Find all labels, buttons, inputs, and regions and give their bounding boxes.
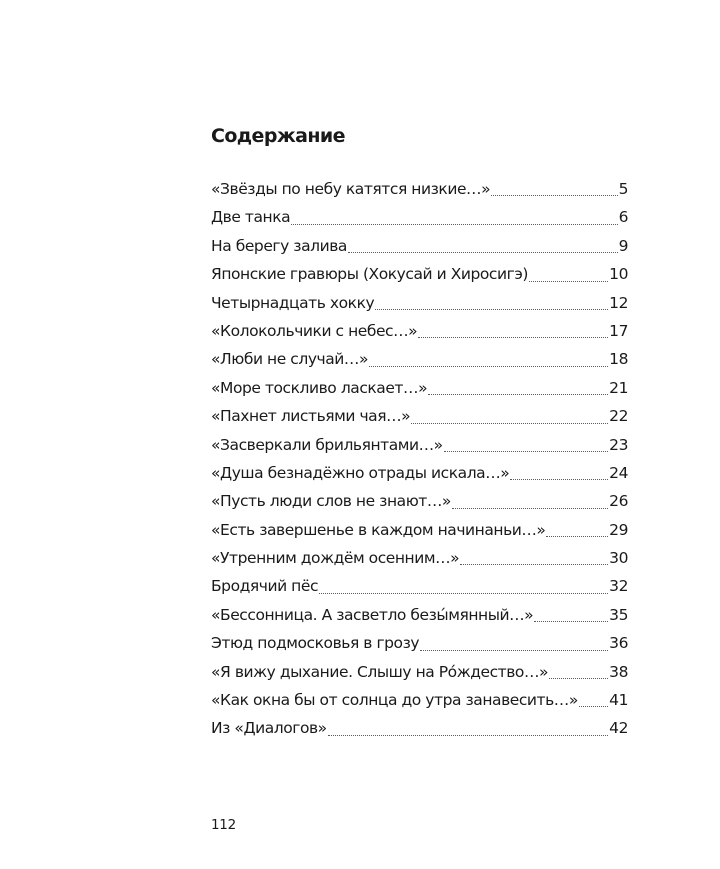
toc-entry [211,203,628,231]
toc-entry [211,289,628,317]
dot-leader [549,677,608,679]
dot-leader [369,365,608,367]
toc-entry-page: 30 [609,549,628,568]
toc-entry [211,629,628,657]
toc-entry-title: «Я вижу дыхание. Слышу на Ро́ждество…» [211,662,549,681]
toc-entry-page: 9 [618,236,628,255]
toc-entry-page: 26 [609,492,628,511]
dot-leader [510,478,608,480]
toc-entry-title: «Утренним дождём осенним…» [211,549,460,568]
toc-entry [211,459,628,487]
dot-leader [529,280,608,282]
toc-entry-title: «Есть завершенье в каждом начинаньи…» [211,520,546,539]
toc-entry-title: Бродячий пёс [211,577,319,596]
toc-entry-page: 6 [618,208,628,227]
dot-leader [348,251,618,253]
toc-entry-page: 18 [609,350,628,369]
toc-entry-title: «Пахнет листьями чая…» [211,407,411,426]
toc-entry [211,402,628,430]
dot-leader [291,223,617,225]
toc-entry [211,544,628,572]
toc-entry [211,686,628,714]
toc-entry-page: 24 [609,463,628,482]
dot-leader [319,592,608,594]
toc-heading: Содержание [211,125,345,147]
toc-entry [211,431,628,459]
dot-leader [428,393,608,395]
dot-leader [460,563,608,565]
dot-leader [579,705,608,707]
toc-entry [211,487,628,515]
dot-leader [452,507,608,509]
dot-leader [444,450,608,452]
toc-entry-page: 29 [609,520,628,539]
toc-entry-page: 22 [609,407,628,426]
toc-entry [211,714,628,742]
toc-entry-page: 36 [609,634,628,653]
toc-entry-title: «Люби не случай…» [211,350,369,369]
toc-entry-page: 23 [609,435,628,454]
page-number: 112 [211,817,236,833]
toc-entry-title: Этюд подмосковья в грозу [211,634,420,653]
toc-entry [211,260,628,288]
toc-entry [211,317,628,345]
toc-entry-page: 12 [609,293,628,312]
toc-entry-page: 42 [609,719,628,738]
dot-leader [546,535,608,537]
toc-entry-title: Две танка [211,208,291,227]
toc-entry-title: Из «Диалогов» [211,719,327,738]
toc-entry [211,658,628,686]
toc-entry [211,601,628,629]
toc-entry-page: 17 [609,321,628,340]
dot-leader [328,734,608,736]
dot-leader [420,649,608,651]
toc-entry-title: На берегу залива [211,236,347,255]
toc-entry-title: «Бессонница. А засветло безы́мянный…» [211,605,534,624]
toc-entry-title: «Душа безнадёжно отрады искала…» [211,463,510,482]
toc-entry-title: Четырнадцать хокку [211,293,375,312]
toc-entry-page: 32 [609,577,628,596]
toc-entry-page: 10 [609,265,628,284]
toc-entry-title: «Засверкали брильянтами…» [211,435,443,454]
toc-entry [211,374,628,402]
toc-entry-title: «Звёзды по небу катятся низкие…» [211,180,491,198]
dot-leader [418,336,608,338]
toc-entry [211,232,628,260]
dot-leader [491,194,617,196]
dot-leader [411,422,608,424]
toc-entry [211,345,628,373]
toc-entry-title: Японские гравюры (Хокусай и Хиросигэ) [211,265,528,284]
toc-entry-page: 21 [609,378,628,397]
toc-entry-page: 5 [618,180,628,198]
toc-entry-title: «Как окна бы от солнца до утра занавесить…» [211,691,578,710]
toc-entry-title: «Пусть люди слов не знают…» [211,492,451,511]
toc-entry-title: «Колокольчики с небес…» [211,321,418,340]
toc-entry [211,516,628,544]
toc-entry-page: 35 [609,605,628,624]
toc-entry [211,175,628,203]
toc-entry-title: «Море тоскливо ласкает…» [211,378,428,397]
dot-leader [375,308,608,310]
dot-leader [534,620,608,622]
toc-list [211,175,628,743]
toc-entry-page: 41 [609,691,628,710]
toc-entry-page: 38 [609,662,628,681]
toc-entry [211,572,628,600]
